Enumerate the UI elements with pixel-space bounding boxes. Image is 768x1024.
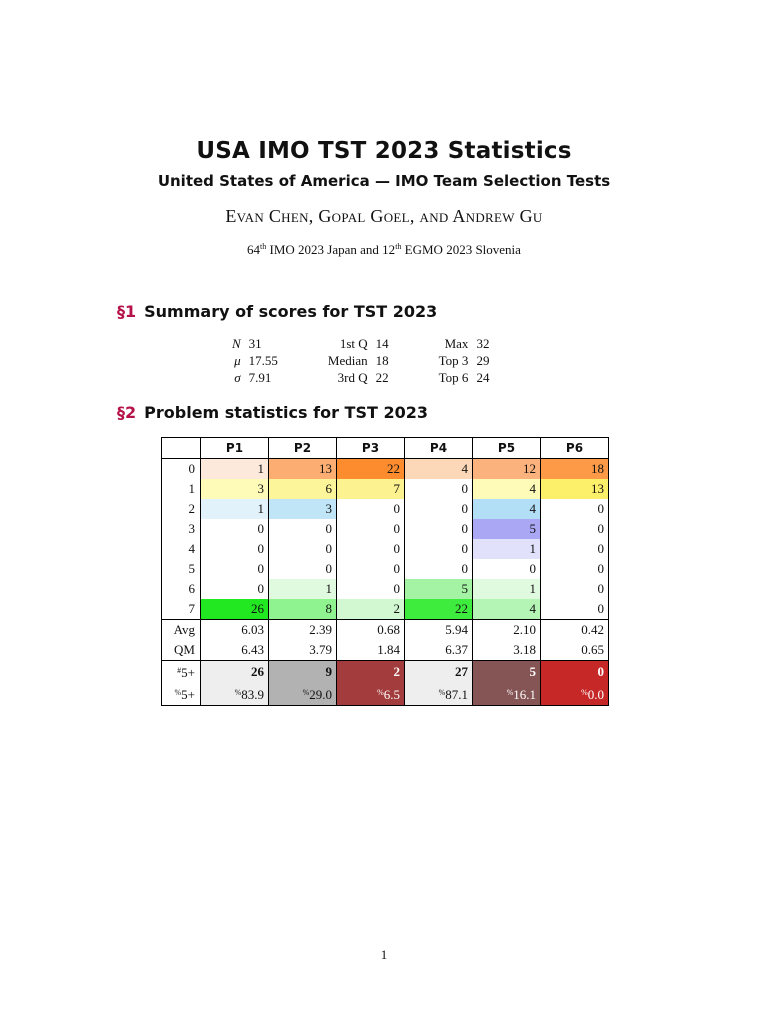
table-row	[162, 539, 609, 559]
score-count-cell: 1	[201, 499, 269, 519]
qm-cell: 3.79	[269, 640, 337, 661]
row-label-prefix: #	[177, 666, 182, 675]
page-number: 1	[380, 947, 388, 962]
summary-value: 24	[476, 370, 490, 385]
percent-5plus-cell	[541, 683, 609, 706]
summary-key: 1st Q	[339, 336, 368, 351]
score-count-cell: 0	[269, 559, 337, 579]
row-label: Avg	[162, 620, 201, 641]
score-count-cell: 0	[541, 599, 609, 620]
qm-cell: 1.84	[337, 640, 405, 661]
summary-table	[232, 335, 489, 386]
summary-value: 29	[476, 353, 490, 368]
score-count-cell: 0	[269, 539, 337, 559]
summary-row	[232, 352, 489, 369]
row-label-prefix: %	[174, 688, 182, 697]
summary-value: 32	[476, 336, 490, 351]
score-count-cell: 0	[541, 559, 609, 579]
problem-header: P1	[201, 438, 269, 459]
score-count-cell: 1	[473, 539, 541, 559]
summary-row	[232, 369, 489, 386]
table-row	[162, 620, 609, 641]
percent-5plus-cell	[337, 683, 405, 706]
avg-cell: 2.10	[473, 620, 541, 641]
avg-cell: 0.42	[541, 620, 609, 641]
row-label: 6	[188, 581, 195, 596]
table-row	[162, 479, 609, 499]
avg-cell: 5.94	[405, 620, 473, 641]
score-count-cell: 4	[473, 479, 541, 499]
percent-sign: %	[438, 688, 446, 697]
score-count-cell: 0	[541, 519, 609, 539]
score-count-cell: 5	[405, 579, 473, 599]
count-5plus-cell: 9	[269, 661, 337, 684]
score-count-cell: 26	[201, 599, 269, 620]
problem-header: P4	[405, 438, 473, 459]
score-count-cell: 13	[541, 479, 609, 499]
table-header-row	[162, 438, 609, 459]
summary-row	[232, 335, 489, 352]
summary-value: 17.55	[248, 353, 278, 368]
score-count-cell: 0	[337, 519, 405, 539]
summary-key: Top 3	[438, 353, 469, 368]
score-count-cell: 0	[201, 519, 269, 539]
section-title: Problem statistics for TST 2023	[144, 403, 428, 422]
row-label: 1	[188, 481, 195, 496]
percent-value: 87.1	[445, 687, 468, 702]
score-count-cell: 0	[337, 539, 405, 559]
count-5plus-cell: 27	[405, 661, 473, 684]
qm-cell: 6.37	[405, 640, 473, 661]
row-label: 7	[188, 601, 195, 616]
section-title: Summary of scores for TST 2023	[144, 302, 438, 321]
event-imo-number: 64	[247, 242, 261, 257]
avg-cell: 6.03	[201, 620, 269, 641]
score-count-cell: 0	[405, 559, 473, 579]
percent-value: 0.0	[587, 687, 604, 702]
percent-value: 29.0	[309, 687, 332, 702]
score-count-cell: 3	[201, 479, 269, 499]
score-count-cell: 0	[201, 539, 269, 559]
summary-key: 3rd Q	[337, 370, 368, 385]
table-row	[162, 661, 609, 684]
section-number: §1	[117, 302, 137, 321]
section-heading-problems	[117, 403, 428, 422]
score-count-cell: 2	[337, 599, 405, 620]
score-count-cell: 0	[269, 519, 337, 539]
score-count-cell: 0	[405, 479, 473, 499]
score-count-cell: 5	[473, 519, 541, 539]
score-count-cell: 0	[405, 539, 473, 559]
row-label: 0	[188, 461, 195, 476]
percent-sign: %	[581, 688, 588, 697]
score-count-cell: 0	[337, 559, 405, 579]
event-sup-2: th	[395, 242, 402, 251]
qm-cell: 3.18	[473, 640, 541, 661]
score-count-cell: 13	[269, 459, 337, 480]
problem-header: P6	[541, 438, 609, 459]
page-title: USA IMO TST 2023 Statistics	[196, 138, 572, 164]
event-middle: IMO 2023 Japan and 12	[266, 242, 396, 257]
percent-5plus-cell	[269, 683, 337, 706]
score-count-cell: 0	[337, 499, 405, 519]
score-count-cell: 0	[405, 499, 473, 519]
table-row	[162, 499, 609, 519]
summary-key: Max	[444, 336, 469, 351]
score-count-cell: 1	[269, 579, 337, 599]
table-row	[162, 683, 609, 706]
summary-key: Median	[327, 353, 368, 368]
percent-5plus-cell	[405, 683, 473, 706]
score-count-cell: 6	[269, 479, 337, 499]
row-label: 5	[188, 561, 195, 576]
count-5plus-cell: 26	[201, 661, 269, 684]
event-end: EGMO 2023 Slovenia	[401, 242, 521, 257]
percent-value: 16.1	[513, 687, 536, 702]
percent-5plus-cell	[473, 683, 541, 706]
score-count-cell: 12	[473, 459, 541, 480]
score-count-cell: 8	[269, 599, 337, 620]
percent-sign: %	[506, 688, 514, 697]
percent-5plus-cell	[201, 683, 269, 706]
problem-header: P5	[473, 438, 541, 459]
summary-value: 14	[375, 336, 389, 351]
summary-key: σ	[234, 370, 241, 385]
percent-value: 6.5	[383, 687, 400, 702]
score-count-cell: 4	[473, 499, 541, 519]
percent-value: 83.9	[241, 687, 264, 702]
score-count-cell: 0	[473, 559, 541, 579]
avg-cell: 2.39	[269, 620, 337, 641]
table-row	[162, 599, 609, 620]
count-5plus-cell: 2	[337, 661, 405, 684]
summary-key: Top 6	[438, 370, 469, 385]
qm-cell: 0.65	[541, 640, 609, 661]
row-label	[162, 683, 201, 706]
percent-sign: %	[234, 688, 242, 697]
score-count-cell: 1	[201, 459, 269, 480]
score-count-cell: 3	[269, 499, 337, 519]
score-count-cell: 4	[473, 599, 541, 620]
score-count-cell: 0	[541, 539, 609, 559]
page-subtitle: United States of America — IMO Team Selection Tests	[157, 172, 611, 190]
table-row	[162, 559, 609, 579]
event-line	[0, 242, 768, 258]
score-count-cell: 0	[201, 579, 269, 599]
summary-value: 22	[375, 370, 389, 385]
section-number: §2	[117, 403, 137, 422]
authors: Evan Chen, Gopal Goel, and Andrew Gu	[225, 206, 543, 226]
row-label: 4	[188, 541, 195, 556]
problem-header: P2	[269, 438, 337, 459]
score-count-cell: 18	[541, 459, 609, 480]
summary-key: N	[232, 336, 241, 351]
table-row	[162, 579, 609, 599]
score-count-cell: 22	[337, 459, 405, 480]
summary-value: 7.91	[248, 370, 272, 385]
score-count-cell: 0	[201, 559, 269, 579]
score-count-cell: 0	[405, 519, 473, 539]
summary-key: μ	[234, 353, 241, 368]
problem-header: P3	[337, 438, 405, 459]
table-row	[162, 459, 609, 480]
problem-stats-table	[161, 437, 609, 706]
score-count-cell: 0	[337, 579, 405, 599]
percent-sign: %	[377, 688, 384, 697]
row-label-text: 5+	[181, 687, 195, 702]
table-row	[162, 519, 609, 539]
summary-value: 31	[248, 336, 262, 351]
qm-cell: 6.43	[201, 640, 269, 661]
event-sup-1: th	[260, 242, 267, 251]
score-count-cell: 0	[541, 499, 609, 519]
section-heading-summary	[117, 302, 437, 321]
score-count-cell: 1	[473, 579, 541, 599]
percent-sign: %	[302, 688, 310, 697]
row-label: 2	[188, 501, 195, 516]
avg-cell: 0.68	[337, 620, 405, 641]
row-label-text: 5+	[181, 665, 195, 680]
score-count-cell: 7	[337, 479, 405, 499]
count-5plus-cell: 5	[473, 661, 541, 684]
count-5plus-cell: 0	[541, 661, 609, 684]
score-count-cell: 22	[405, 599, 473, 620]
score-count-cell: 4	[405, 459, 473, 480]
row-label: QM	[174, 642, 195, 657]
score-count-cell: 0	[541, 579, 609, 599]
table-row	[162, 640, 609, 661]
row-label: 3	[188, 521, 195, 536]
row-label	[162, 661, 201, 684]
summary-value: 18	[375, 353, 389, 368]
